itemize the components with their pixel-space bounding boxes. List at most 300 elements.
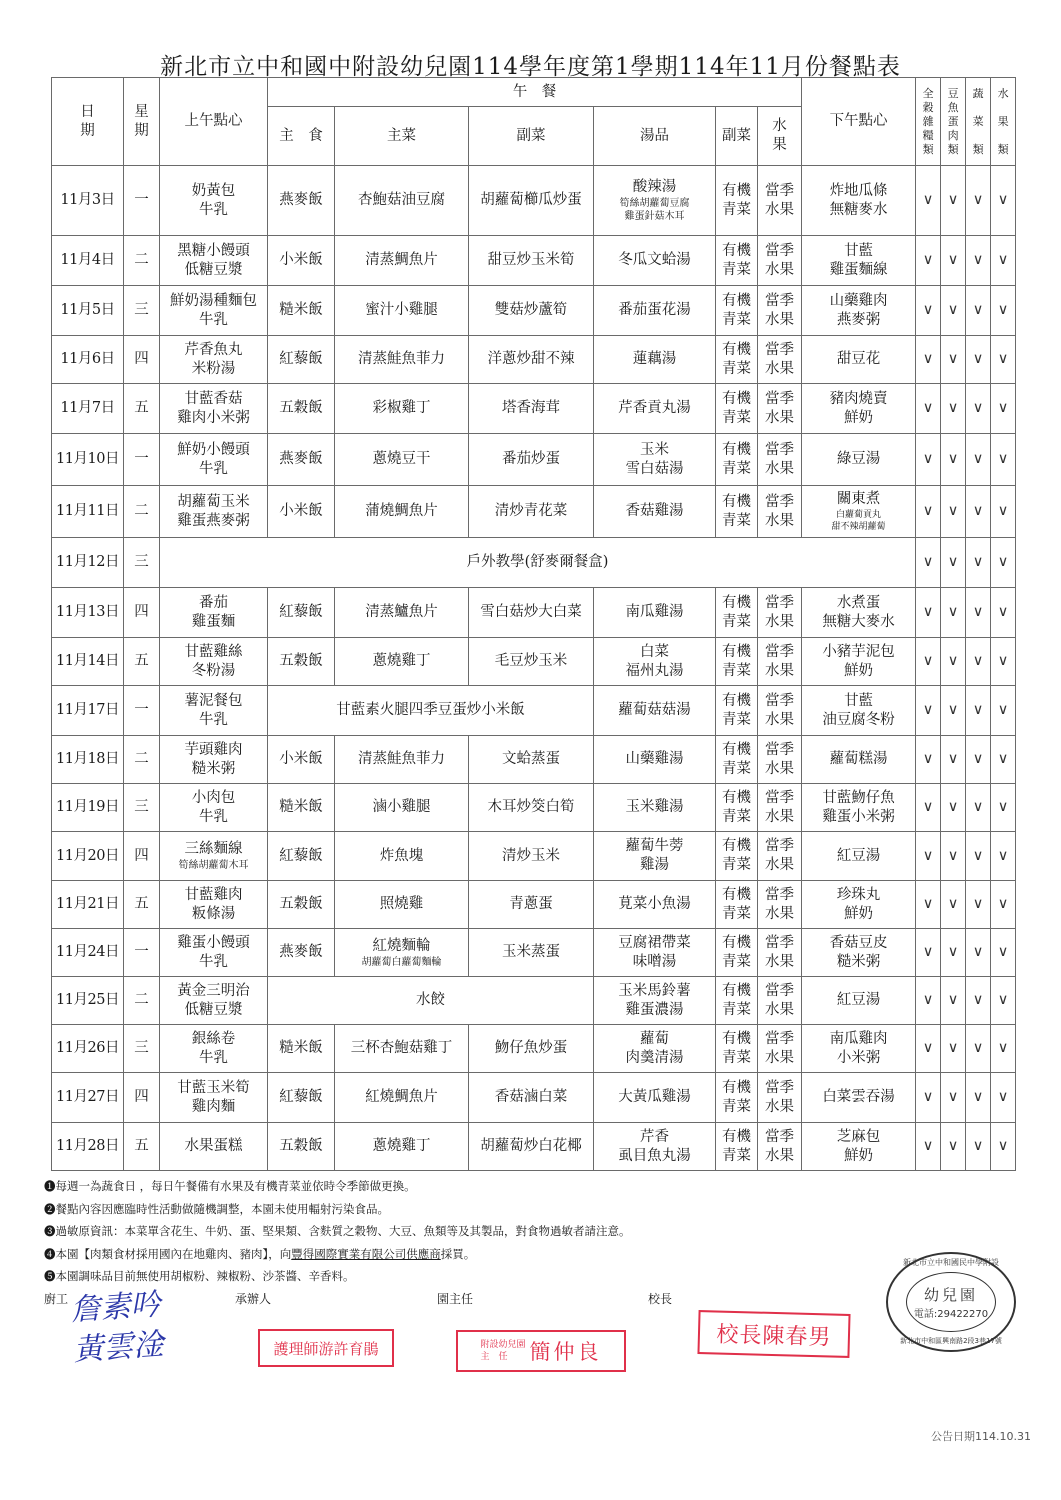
staple-cell: 五穀飯 bbox=[268, 638, 335, 686]
soup-cell: 蓮藕湯 bbox=[594, 336, 716, 384]
menu-row bbox=[52, 336, 1016, 384]
menu-row bbox=[52, 236, 1016, 286]
weekday-cell: 三 bbox=[124, 538, 160, 588]
side-dish-cell: 胡蘿蔔櫛瓜炒蛋 bbox=[469, 166, 594, 236]
seasonal-fruit-cell: 當季 水果 bbox=[758, 929, 802, 977]
menu-row bbox=[52, 434, 1016, 486]
afternoon-snack-cell: 綠豆湯 bbox=[802, 434, 916, 486]
afternoon-snack-cell: 香菇豆皮 糙米粥 bbox=[802, 929, 916, 977]
check-protein-icon: ∨ bbox=[941, 486, 966, 538]
morning-snack-cell: 甘藍玉米筍 雞肉麵 bbox=[160, 1073, 268, 1123]
side-dish-cell: 胡蘿蔔炒白花椰 bbox=[469, 1123, 594, 1171]
soup-cell: 蘿蔔菇菇湯 bbox=[594, 686, 716, 736]
organic-veg-cell: 有機 青菜 bbox=[716, 784, 758, 832]
publish-date: 公告日期114.10.31 bbox=[931, 1430, 1031, 1443]
cook-label: 廚工 bbox=[44, 1292, 69, 1306]
check-grains-icon: ∨ bbox=[916, 486, 941, 538]
weekday-cell: 五 bbox=[124, 638, 160, 686]
weekday-cell: 四 bbox=[124, 588, 160, 638]
check-fruit-icon: ∨ bbox=[991, 588, 1016, 638]
soup-cell: 芹香 虱目魚丸湯 bbox=[594, 1123, 716, 1171]
afternoon-snack-cell: 關東煮 白蘿蔔貢丸 甜不辣胡蘿蔔 bbox=[802, 486, 916, 538]
check-veg-icon: ∨ bbox=[966, 686, 991, 736]
side-dish-cell: 魩仔魚炒蛋 bbox=[469, 1025, 594, 1073]
soup-cell: 玉米雞湯 bbox=[594, 784, 716, 832]
staple-cell: 燕麥飯 bbox=[268, 166, 335, 236]
check-grains-icon: ∨ bbox=[916, 1123, 941, 1171]
check-grains-icon: ∨ bbox=[916, 832, 941, 881]
organic-veg-cell: 有機 青菜 bbox=[716, 881, 758, 929]
header-staple: 主 食 bbox=[268, 107, 335, 166]
check-veg-icon: ∨ bbox=[966, 638, 991, 686]
principal-stamp: 校長陳春男 bbox=[697, 1310, 850, 1358]
main-dish-cell: 清蒸鱸魚片 bbox=[335, 588, 469, 638]
combined-lunch-cell: 水餃 bbox=[268, 977, 594, 1025]
principal-label: 校長 bbox=[648, 1292, 673, 1306]
morning-snack-cell: 薯泥餐包 牛乳 bbox=[160, 686, 268, 736]
check-protein-icon: ∨ bbox=[941, 977, 966, 1025]
staple-cell: 紅藜飯 bbox=[268, 336, 335, 384]
menu-row bbox=[52, 286, 1016, 336]
check-fruit-icon: ∨ bbox=[991, 336, 1016, 384]
note-2: ❷餐點內容因應臨時性活動做隨機調整，本園未使用輻射污染食品。 bbox=[44, 1201, 389, 1216]
menu-row bbox=[52, 881, 1016, 929]
morning-snack-cell: 番茄 雞蛋麵 bbox=[160, 588, 268, 638]
check-grains-icon: ∨ bbox=[916, 434, 941, 486]
check-protein-icon: ∨ bbox=[941, 784, 966, 832]
check-protein-icon: ∨ bbox=[941, 929, 966, 977]
check-protein-icon: ∨ bbox=[941, 1025, 966, 1073]
morning-snack-cell: 水果蛋糕 bbox=[160, 1123, 268, 1171]
afternoon-snack-cell: 甘藍魩仔魚 雞蛋小米粥 bbox=[802, 784, 916, 832]
check-protein-icon: ∨ bbox=[941, 638, 966, 686]
soup-cell: 蘿蔔 肉羹清湯 bbox=[594, 1025, 716, 1073]
main-dish-cell: 清蒸鮭魚菲力 bbox=[335, 336, 469, 384]
check-veg-icon: ∨ bbox=[966, 434, 991, 486]
check-veg-icon: ∨ bbox=[966, 736, 991, 784]
side-dish-cell: 玉米蒸蛋 bbox=[469, 929, 594, 977]
weekday-cell: 四 bbox=[124, 832, 160, 881]
notes bbox=[44, 1175, 631, 1288]
afternoon-snack-cell: 蘿蔔糕湯 bbox=[802, 736, 916, 784]
check-veg-icon: ∨ bbox=[966, 236, 991, 286]
organic-veg-cell: 有機 青菜 bbox=[716, 977, 758, 1025]
check-fruit-icon: ∨ bbox=[991, 881, 1016, 929]
check-veg-icon: ∨ bbox=[966, 588, 991, 638]
check-protein-icon: ∨ bbox=[941, 384, 966, 434]
date-cell: 11月4日 bbox=[52, 236, 124, 286]
date-cell: 11月12日 bbox=[52, 538, 124, 588]
header-morning-snack: 上午點心 bbox=[160, 78, 268, 166]
header-fruit: 水 果 bbox=[758, 107, 802, 166]
soup-cell: 豆腐裙帶菜 味噌湯 bbox=[594, 929, 716, 977]
staple-cell: 小米飯 bbox=[268, 486, 335, 538]
organic-veg-cell: 有機 青菜 bbox=[716, 1025, 758, 1073]
staple-cell: 燕麥飯 bbox=[268, 929, 335, 977]
soup-cell: 芹香貢丸湯 bbox=[594, 384, 716, 434]
check-fruit-icon: ∨ bbox=[991, 686, 1016, 736]
soup-cell: 莧菜小魚湯 bbox=[594, 881, 716, 929]
check-veg-icon: ∨ bbox=[966, 1073, 991, 1123]
menu-row bbox=[52, 977, 1016, 1025]
check-grains-icon: ∨ bbox=[916, 929, 941, 977]
check-protein-icon: ∨ bbox=[941, 1073, 966, 1123]
staple-cell: 五穀飯 bbox=[268, 384, 335, 434]
date-cell: 11月18日 bbox=[52, 736, 124, 784]
staple-cell: 小米飯 bbox=[268, 736, 335, 784]
check-grains-icon: ∨ bbox=[916, 1025, 941, 1073]
date-cell: 11月27日 bbox=[52, 1073, 124, 1123]
check-protein-icon: ∨ bbox=[941, 166, 966, 236]
main-dish-cell: 蜜汁小雞腿 bbox=[335, 286, 469, 336]
morning-snack-cell: 鮮奶湯種麵包 牛乳 bbox=[160, 286, 268, 336]
check-protein-icon: ∨ bbox=[941, 286, 966, 336]
main-dish-cell: 蔥燒豆干 bbox=[335, 434, 469, 486]
side-dish-cell: 塔香海茸 bbox=[469, 384, 594, 434]
morning-snack-cell: 甘藍香菇 雞肉小米粥 bbox=[160, 384, 268, 434]
organic-veg-cell: 有機 青菜 bbox=[716, 736, 758, 784]
check-protein-icon: ∨ bbox=[941, 588, 966, 638]
check-fruit-icon: ∨ bbox=[991, 784, 1016, 832]
main-dish-cell: 蔥燒雞丁 bbox=[335, 638, 469, 686]
weekday-cell: 一 bbox=[124, 166, 160, 236]
check-veg-icon: ∨ bbox=[966, 1123, 991, 1171]
date-cell: 11月14日 bbox=[52, 638, 124, 686]
menu-row bbox=[52, 1123, 1016, 1171]
menu-row bbox=[52, 588, 1016, 638]
menu-table bbox=[51, 77, 1016, 1171]
supplier-name: 豐得國際實業有限公司供應商 bbox=[291, 1246, 441, 1261]
check-fruit-icon: ∨ bbox=[991, 486, 1016, 538]
afternoon-snack-cell: 豬肉燒賣 鮮奶 bbox=[802, 384, 916, 434]
afternoon-snack-cell: 白菜雲吞湯 bbox=[802, 1073, 916, 1123]
afternoon-snack-cell: 南瓜雞肉 小米粥 bbox=[802, 1025, 916, 1073]
side-dish-cell: 木耳炒筊白筍 bbox=[469, 784, 594, 832]
main-dish-cell: 紅燒麵輪 胡蘿蔔白蘿蔔麵輪 bbox=[335, 929, 469, 977]
check-fruit-icon: ∨ bbox=[991, 977, 1016, 1025]
director-label: 園主任 bbox=[437, 1292, 474, 1306]
organic-veg-cell: 有機 青菜 bbox=[716, 929, 758, 977]
side-dish-cell: 文蛤蒸蛋 bbox=[469, 736, 594, 784]
date-cell: 11月20日 bbox=[52, 832, 124, 881]
main-dish-cell: 杏鮑菇油豆腐 bbox=[335, 166, 469, 236]
check-protein-icon: ∨ bbox=[941, 832, 966, 881]
weekday-cell: 四 bbox=[124, 336, 160, 384]
seasonal-fruit-cell: 當季 水果 bbox=[758, 977, 802, 1025]
date-cell: 11月24日 bbox=[52, 929, 124, 977]
seasonal-fruit-cell: 當季 水果 bbox=[758, 1073, 802, 1123]
seasonal-fruit-cell: 當季 水果 bbox=[758, 486, 802, 538]
check-veg-icon: ∨ bbox=[966, 784, 991, 832]
note-1: ❶每週一為蔬食日 ，每日午餐備有水果及有機青菜並依時令季節做更換。 bbox=[44, 1179, 416, 1193]
morning-snack-cell: 甘藍雞肉 粄條湯 bbox=[160, 881, 268, 929]
menu-row bbox=[52, 784, 1016, 832]
seasonal-fruit-cell: 當季 水果 bbox=[758, 384, 802, 434]
check-protein-icon: ∨ bbox=[941, 686, 966, 736]
weekday-cell: 二 bbox=[124, 486, 160, 538]
soup-cell: 玉米 雪白菇湯 bbox=[594, 434, 716, 486]
afternoon-snack-cell: 炸地瓜條 無糖麥水 bbox=[802, 166, 916, 236]
morning-snack-cell: 三絲麵線 筍絲胡蘿蔔木耳 bbox=[160, 832, 268, 881]
note-4: ❹本園【肉類食材採用國內在地雞肉、豬肉】，向豐得國際實業有限公司供應商採買。 bbox=[44, 1246, 476, 1261]
kindergarten-seal: 新北市立中和國民中學附設 幼兒園 電話:29422270 新北市中和區興南路2段3巷17號 bbox=[886, 1252, 1016, 1352]
date-cell: 11月10日 bbox=[52, 434, 124, 486]
morning-snack-cell: 銀絲卷 牛乳 bbox=[160, 1025, 268, 1073]
seasonal-fruit-cell: 當季 水果 bbox=[758, 588, 802, 638]
check-protein-icon: ∨ bbox=[941, 336, 966, 384]
handler-stamp: 護理師游許育鵑 bbox=[258, 1329, 394, 1367]
staple-cell: 五穀飯 bbox=[268, 881, 335, 929]
check-fruit-icon: ∨ bbox=[991, 434, 1016, 486]
check-grains-icon: ∨ bbox=[916, 384, 941, 434]
morning-snack-cell: 胡蘿蔔玉米 雞蛋燕麥粥 bbox=[160, 486, 268, 538]
morning-snack-cell: 甘藍雞絲 冬粉湯 bbox=[160, 638, 268, 686]
morning-snack-cell: 芹香魚丸 米粉湯 bbox=[160, 336, 268, 384]
check-grains-icon: ∨ bbox=[916, 538, 941, 588]
check-protein-icon: ∨ bbox=[941, 1123, 966, 1171]
afternoon-snack-cell: 珍珠丸 鮮奶 bbox=[802, 881, 916, 929]
seasonal-fruit-cell: 當季 水果 bbox=[758, 638, 802, 686]
menu-row bbox=[52, 638, 1016, 686]
soup-cell: 蘿蔔牛蒡 雞湯 bbox=[594, 832, 716, 881]
organic-veg-cell: 有機 青菜 bbox=[716, 384, 758, 434]
check-veg-icon: ∨ bbox=[966, 286, 991, 336]
check-fruit-icon: ∨ bbox=[991, 736, 1016, 784]
side-dish-cell: 雪白菇炒大白菜 bbox=[469, 588, 594, 638]
date-cell: 11月21日 bbox=[52, 881, 124, 929]
menu-row bbox=[52, 384, 1016, 434]
soup-cell: 番茄蛋花湯 bbox=[594, 286, 716, 336]
menu-row bbox=[52, 929, 1016, 977]
main-dish-cell: 清蒸鮭魚菲力 bbox=[335, 736, 469, 784]
organic-veg-cell: 有機 青菜 bbox=[716, 286, 758, 336]
afternoon-snack-cell: 甘藍 雞蛋麵線 bbox=[802, 236, 916, 286]
weekday-cell: 二 bbox=[124, 977, 160, 1025]
seasonal-fruit-cell: 當季 水果 bbox=[758, 166, 802, 236]
main-dish-cell: 彩椒雞丁 bbox=[335, 384, 469, 434]
check-fruit-icon: ∨ bbox=[991, 538, 1016, 588]
date-cell: 11月3日 bbox=[52, 166, 124, 236]
organic-veg-cell: 有機 青菜 bbox=[716, 1073, 758, 1123]
soup-cell: 山藥雞湯 bbox=[594, 736, 716, 784]
director-stamp: 附設幼兒園 主 任 簡仲良 bbox=[456, 1330, 626, 1372]
check-veg-icon: ∨ bbox=[966, 881, 991, 929]
menu-row bbox=[52, 166, 1016, 236]
date-cell: 11月26日 bbox=[52, 1025, 124, 1073]
organic-veg-cell: 有機 青菜 bbox=[716, 236, 758, 286]
header-cat-protein: 豆 魚 蛋 肉 類 bbox=[941, 78, 966, 166]
staple-cell: 糙米飯 bbox=[268, 1025, 335, 1073]
menu-row bbox=[52, 832, 1016, 881]
check-veg-icon: ∨ bbox=[966, 832, 991, 881]
header-main-dish: 主菜 bbox=[335, 107, 469, 166]
main-dish-cell: 清蒸鯛魚片 bbox=[335, 236, 469, 286]
organic-veg-cell: 有機 青菜 bbox=[716, 166, 758, 236]
menu-row bbox=[52, 538, 1016, 588]
check-grains-icon: ∨ bbox=[916, 1073, 941, 1123]
organic-veg-cell: 有機 青菜 bbox=[716, 434, 758, 486]
note-3: ❸過敏原資訊：本菜單含花生、牛奶、蛋、堅果類、含麩質之穀物、大豆、魚類等及其製品，對食物過敏者請注意。 bbox=[44, 1224, 631, 1238]
weekday-cell: 三 bbox=[124, 286, 160, 336]
header-cat-grains: 全 穀 雜 糧 類 bbox=[916, 78, 941, 166]
weekday-cell: 二 bbox=[124, 236, 160, 286]
main-dish-cell: 蔥燒雞丁 bbox=[335, 1123, 469, 1171]
header-date: 日 期 bbox=[52, 78, 124, 166]
morning-snack-cell: 黃金三明治 低糖豆漿 bbox=[160, 977, 268, 1025]
date-cell: 11月11日 bbox=[52, 486, 124, 538]
staple-cell: 五穀飯 bbox=[268, 1123, 335, 1171]
seasonal-fruit-cell: 當季 水果 bbox=[758, 286, 802, 336]
date-cell: 11月6日 bbox=[52, 336, 124, 384]
check-grains-icon: ∨ bbox=[916, 686, 941, 736]
date-cell: 11月19日 bbox=[52, 784, 124, 832]
header-cat-veg: 蔬 菜 類 bbox=[966, 78, 991, 166]
check-grains-icon: ∨ bbox=[916, 881, 941, 929]
weekday-cell: 三 bbox=[124, 784, 160, 832]
check-veg-icon: ∨ bbox=[966, 486, 991, 538]
date-cell: 11月5日 bbox=[52, 286, 124, 336]
seasonal-fruit-cell: 當季 水果 bbox=[758, 832, 802, 881]
check-veg-icon: ∨ bbox=[966, 336, 991, 384]
soup-cell: 香菇雞湯 bbox=[594, 486, 716, 538]
check-protein-icon: ∨ bbox=[941, 434, 966, 486]
main-dish-cell: 照燒雞 bbox=[335, 881, 469, 929]
afternoon-snack-cell: 甘藍 油豆腐冬粉 bbox=[802, 686, 916, 736]
menu-row bbox=[52, 686, 1016, 736]
side-dish-cell: 香菇滷白菜 bbox=[469, 1073, 594, 1123]
staple-cell: 紅藜飯 bbox=[268, 1073, 335, 1123]
check-fruit-icon: ∨ bbox=[991, 384, 1016, 434]
afternoon-snack-cell: 小豬芋泥包 鮮奶 bbox=[802, 638, 916, 686]
date-cell: 11月25日 bbox=[52, 977, 124, 1025]
weekday-cell: 一 bbox=[124, 434, 160, 486]
staple-cell: 小米飯 bbox=[268, 236, 335, 286]
check-fruit-icon: ∨ bbox=[991, 166, 1016, 236]
check-protein-icon: ∨ bbox=[941, 736, 966, 784]
combined-lunch-cell: 甘藍素火腿四季豆蛋炒小米飯 bbox=[268, 686, 594, 736]
check-veg-icon: ∨ bbox=[966, 929, 991, 977]
menu-row bbox=[52, 1073, 1016, 1123]
check-veg-icon: ∨ bbox=[966, 384, 991, 434]
check-fruit-icon: ∨ bbox=[991, 236, 1016, 286]
soup-cell: 大黃瓜雞湯 bbox=[594, 1073, 716, 1123]
date-cell: 11月17日 bbox=[52, 686, 124, 736]
main-dish-cell: 三杯杏鮑菇雞丁 bbox=[335, 1025, 469, 1073]
check-grains-icon: ∨ bbox=[916, 638, 941, 686]
note-5: ❺本園調味品目前無使用胡椒粉、辣椒粉、沙茶醬、辛香料。 bbox=[44, 1269, 355, 1283]
check-grains-icon: ∨ bbox=[916, 784, 941, 832]
weekday-cell: 四 bbox=[124, 1073, 160, 1123]
organic-veg-cell: 有機 青菜 bbox=[716, 588, 758, 638]
check-grains-icon: ∨ bbox=[916, 736, 941, 784]
weekday-cell: 五 bbox=[124, 1123, 160, 1171]
morning-snack-cell: 鮮奶小饅頭 牛乳 bbox=[160, 434, 268, 486]
check-veg-icon: ∨ bbox=[966, 1025, 991, 1073]
main-dish-cell: 紅燒鯛魚片 bbox=[335, 1073, 469, 1123]
weekday-cell: 五 bbox=[124, 881, 160, 929]
check-veg-icon: ∨ bbox=[966, 977, 991, 1025]
soup-cell: 南瓜雞湯 bbox=[594, 588, 716, 638]
date-cell: 11月13日 bbox=[52, 588, 124, 638]
side-dish-cell: 清炒青花菜 bbox=[469, 486, 594, 538]
side-dish-cell: 清炒玉米 bbox=[469, 832, 594, 881]
header-side-dish: 副菜 bbox=[469, 107, 594, 166]
check-fruit-icon: ∨ bbox=[991, 832, 1016, 881]
check-fruit-icon: ∨ bbox=[991, 1123, 1016, 1171]
side-dish-cell: 番茄炒蛋 bbox=[469, 434, 594, 486]
morning-snack-cell: 黑糖小饅頭 低糖豆漿 bbox=[160, 236, 268, 286]
staple-cell: 糙米飯 bbox=[268, 784, 335, 832]
menu-row bbox=[52, 486, 1016, 538]
afternoon-snack-cell: 紅豆湯 bbox=[802, 832, 916, 881]
check-protein-icon: ∨ bbox=[941, 538, 966, 588]
menu-row bbox=[52, 736, 1016, 784]
soup-cell: 酸辣湯 筍絲胡蘿蔔豆腐 雞蛋針菇木耳 bbox=[594, 166, 716, 236]
organic-veg-cell: 有機 青菜 bbox=[716, 638, 758, 686]
check-grains-icon: ∨ bbox=[916, 166, 941, 236]
weekday-cell: 五 bbox=[124, 384, 160, 434]
seasonal-fruit-cell: 當季 水果 bbox=[758, 1123, 802, 1171]
cook-signature: 詹素吟 黃雲淦 bbox=[69, 1286, 165, 1369]
weekday-cell: 一 bbox=[124, 686, 160, 736]
seasonal-fruit-cell: 當季 水果 bbox=[758, 434, 802, 486]
morning-snack-cell: 芋頭雞肉 糙米粥 bbox=[160, 736, 268, 784]
organic-veg-cell: 有機 青菜 bbox=[716, 486, 758, 538]
header-side-veg: 副菜 bbox=[716, 107, 758, 166]
soup-cell: 冬瓜文蛤湯 bbox=[594, 236, 716, 286]
check-grains-icon: ∨ bbox=[916, 336, 941, 384]
organic-veg-cell: 有機 青菜 bbox=[716, 336, 758, 384]
afternoon-snack-cell: 水煮蛋 無糖大麥水 bbox=[802, 588, 916, 638]
weekday-cell: 一 bbox=[124, 929, 160, 977]
seasonal-fruit-cell: 當季 水果 bbox=[758, 736, 802, 784]
organic-veg-cell: 有機 青菜 bbox=[716, 832, 758, 881]
weekday-cell: 三 bbox=[124, 1025, 160, 1073]
side-dish-cell: 毛豆炒玉米 bbox=[469, 638, 594, 686]
check-grains-icon: ∨ bbox=[916, 977, 941, 1025]
check-protein-icon: ∨ bbox=[941, 236, 966, 286]
soup-cell: 白菜 福州丸湯 bbox=[594, 638, 716, 686]
seasonal-fruit-cell: 當季 水果 bbox=[758, 236, 802, 286]
seasonal-fruit-cell: 當季 水果 bbox=[758, 336, 802, 384]
side-dish-cell: 雙菇炒蘆筍 bbox=[469, 286, 594, 336]
seasonal-fruit-cell: 當季 水果 bbox=[758, 686, 802, 736]
check-grains-icon: ∨ bbox=[916, 236, 941, 286]
check-fruit-icon: ∨ bbox=[991, 638, 1016, 686]
afternoon-snack-cell: 甜豆花 bbox=[802, 336, 916, 384]
check-grains-icon: ∨ bbox=[916, 588, 941, 638]
check-protein-icon: ∨ bbox=[941, 881, 966, 929]
menu-row bbox=[52, 1025, 1016, 1073]
header-afternoon-snack: 下午點心 bbox=[802, 78, 916, 166]
seasonal-fruit-cell: 當季 水果 bbox=[758, 784, 802, 832]
staple-cell: 燕麥飯 bbox=[268, 434, 335, 486]
organic-veg-cell: 有機 青菜 bbox=[716, 686, 758, 736]
main-dish-cell: 滷小雞腿 bbox=[335, 784, 469, 832]
header-lunch: 午 餐 bbox=[268, 78, 802, 107]
side-dish-cell: 洋蔥炒甜不辣 bbox=[469, 336, 594, 384]
morning-snack-cell: 小肉包 牛乳 bbox=[160, 784, 268, 832]
staple-cell: 糙米飯 bbox=[268, 286, 335, 336]
check-veg-icon: ∨ bbox=[966, 538, 991, 588]
header-soup: 湯品 bbox=[594, 107, 716, 166]
check-grains-icon: ∨ bbox=[916, 286, 941, 336]
main-dish-cell: 蒲燒鯛魚片 bbox=[335, 486, 469, 538]
afternoon-snack-cell: 山藥雞肉 燕麥粥 bbox=[802, 286, 916, 336]
page-title: 新北市立中和國中附設幼兒園114學年度第1學期114年11月份餐點表 bbox=[160, 54, 901, 80]
check-fruit-icon: ∨ bbox=[991, 286, 1016, 336]
header-cat-fruit: 水 果 類 bbox=[991, 78, 1016, 166]
